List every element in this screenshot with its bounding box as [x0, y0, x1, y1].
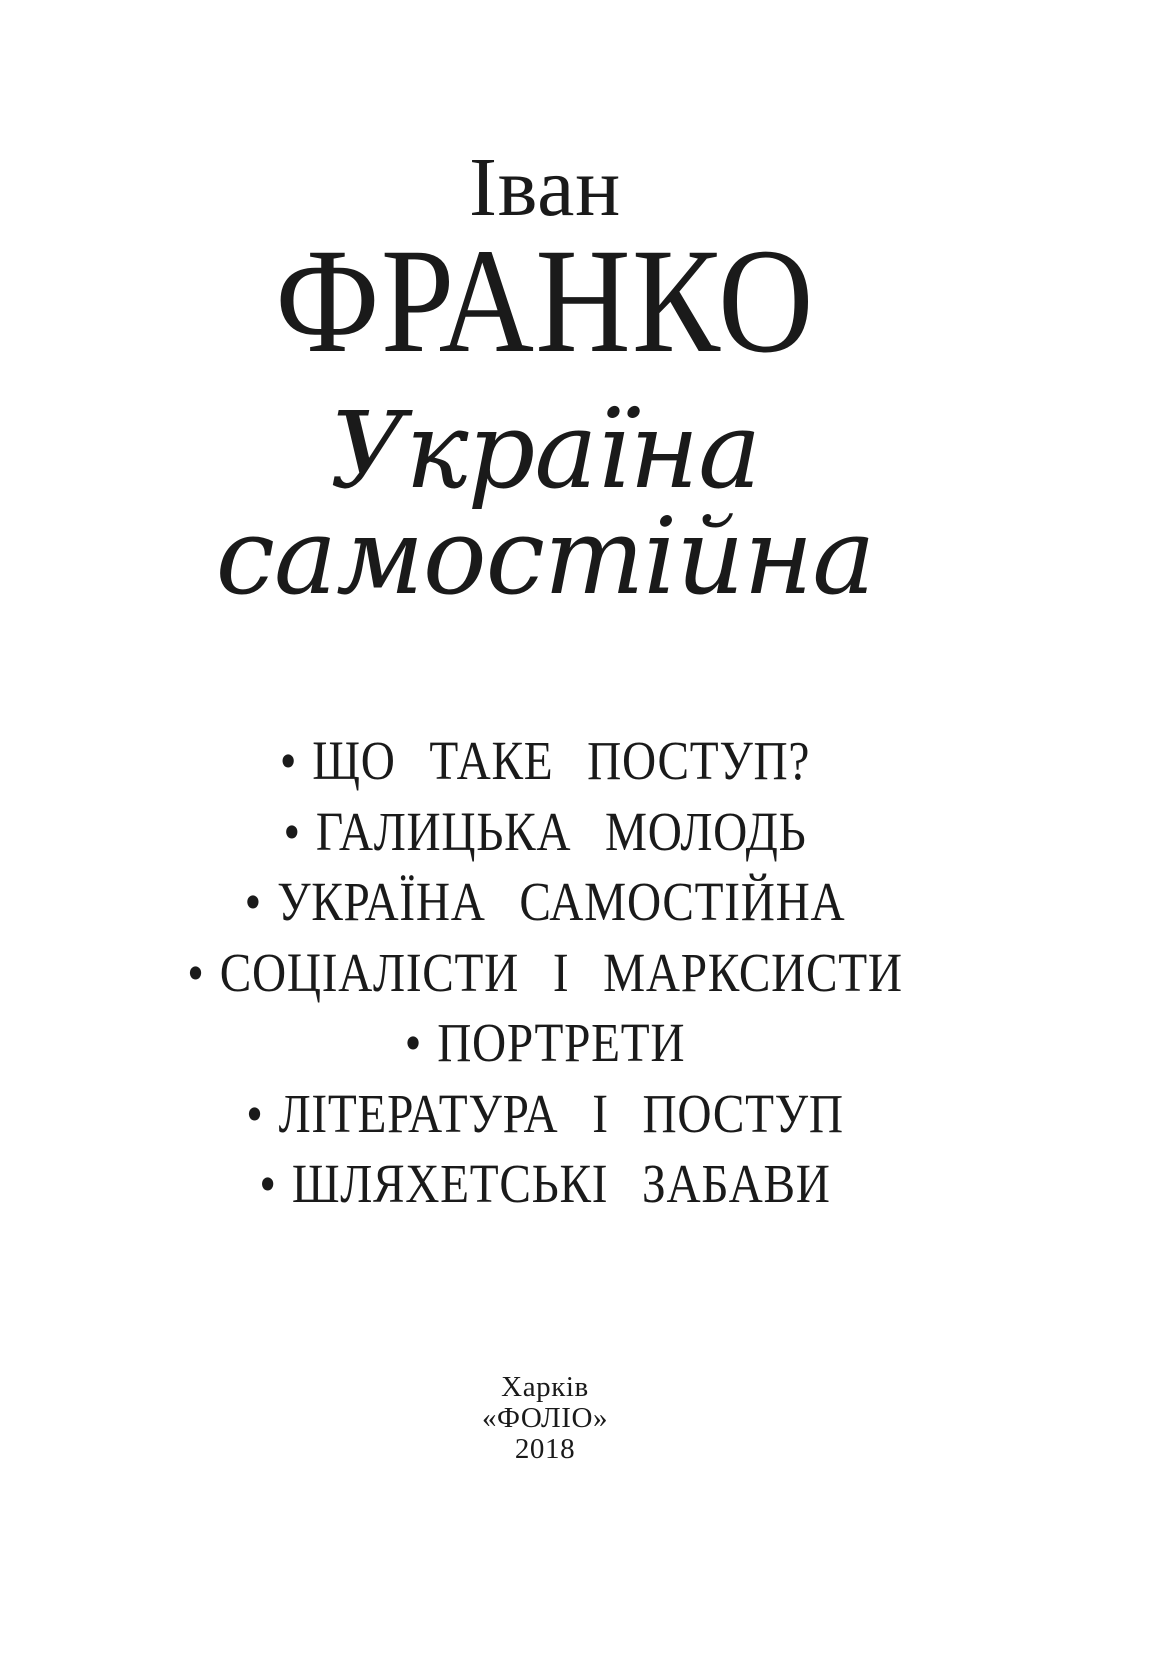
bullet-icon: • [279, 730, 298, 791]
list-item [76, 1149, 1013, 1220]
list-item-label: ЛІТЕРАТУРА І ПОСТУП [278, 1082, 844, 1144]
bullet-icon: • [244, 871, 262, 932]
imprint-publisher: «ФОЛІО» [481, 1402, 609, 1434]
list-item [76, 938, 1013, 1009]
list-item [76, 726, 1013, 797]
list-item [76, 797, 1013, 868]
imprint [0, 1372, 1090, 1465]
book-title-line-2: самостійна [215, 495, 875, 618]
imprint-city: Харків [501, 1371, 589, 1403]
author-first-name: Іван [468, 141, 622, 234]
bullet-icon: • [404, 1012, 423, 1073]
list-item-label: ГАЛИЦЬКА МОЛОДЬ [315, 800, 807, 862]
list-item-label: УКРАЇНА САМОСТІЙНА [277, 871, 846, 932]
bullet-icon: • [187, 941, 205, 1003]
book-title-line-1: Україна [329, 389, 761, 512]
imprint-year: 2018 [514, 1433, 576, 1465]
bullet-icon: • [283, 800, 301, 862]
list-item-label: ПОРТРЕТИ [437, 1012, 686, 1073]
list-item [76, 867, 1013, 938]
bullet-icon: • [259, 1153, 277, 1214]
list-item [76, 1079, 1013, 1150]
list-item-label: ЩО ТАКЕ ПОСТУП? [312, 730, 811, 791]
list-item-label: ШЛЯХЕТСЬКІ ЗАБАВИ [291, 1153, 831, 1214]
author-last-name: ФРАНКО [275, 218, 815, 384]
list-item-label: СОЦІАЛІСТИ І МАРКСИСТИ [219, 941, 903, 1003]
bullet-icon: • [246, 1082, 264, 1144]
contents-list [76, 726, 1013, 1220]
book-title [0, 389, 1090, 618]
list-item [76, 1008, 1013, 1079]
